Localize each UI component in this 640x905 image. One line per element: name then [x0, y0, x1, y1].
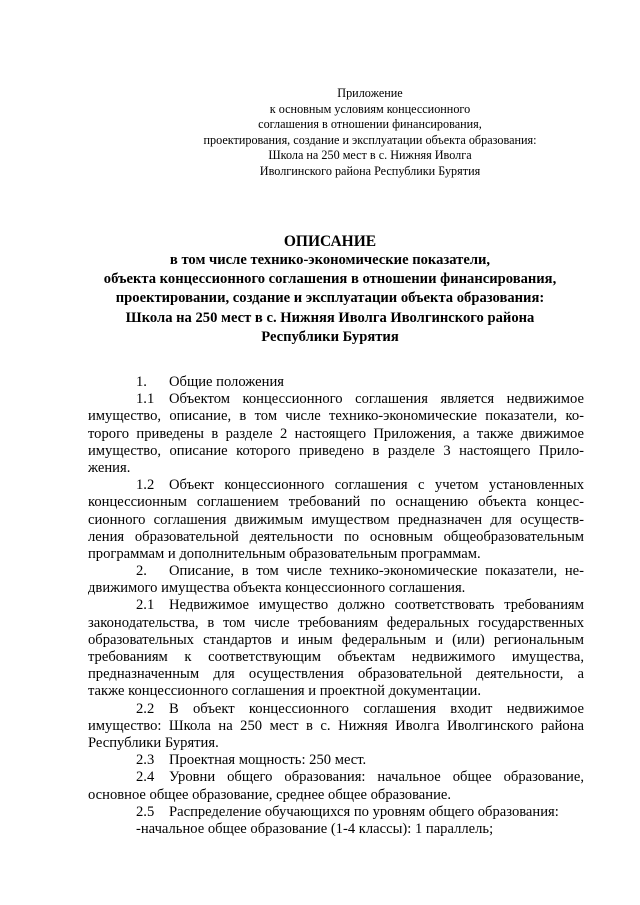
paragraph-text: Проектная мощность: 250 мест. — [169, 752, 367, 769]
appendix-line: соглашения в отношении финансирования, — [258, 117, 482, 132]
appendix-line: Иволгинского района Республики Бурятия — [259, 163, 481, 178]
paragraph-line: сионного соглашения движимым имуществом предназначен для осуществ- — [88, 511, 584, 528]
paragraph-text: Объект концессионного соглашения с учетом установленных — [169, 477, 584, 494]
title-line: в том числе технико-экономические показатели, — [169, 252, 491, 268]
appendix-line: Приложение — [337, 86, 403, 100]
document-body — [88, 374, 584, 838]
paragraph-line: требованиям к соответствующим объектам недвижимого имущества, — [88, 649, 584, 665]
title-main: ОПИСАНИЕ — [283, 233, 377, 250]
paragraph-line: ления образовательной деятельности по основным общеобразовательным — [88, 528, 584, 545]
paragraph-line — [88, 769, 584, 786]
paragraph-line: имущество, описание которого приведено в разделе 3 настоящего Прило- — [88, 442, 584, 459]
section-number: 2.4 — [136, 769, 155, 786]
paragraph-line: также концессионного соглашения и проектной документации. — [88, 683, 481, 700]
paragraph-line: предназначенным для осуществления образовательной деятельности, а — [88, 666, 584, 683]
paragraph-line: концессионным соглашением требований по оснащению объекта концес- — [88, 494, 584, 511]
list-item: -начальное общее образование (1-4 классы): 1 параллель; — [136, 820, 494, 837]
title-line: Школа на 250 мест в с. Нижняя Иволга Иволгинского района — [125, 309, 535, 326]
title-line: проектировании, создание и эксплуатации объекта образования: — [115, 290, 545, 307]
paragraph-line: основное общее образование, среднее общее образование. — [88, 786, 452, 803]
paragraph-line: образовательных стандартов и иным федеральным и (или) региональным — [88, 631, 584, 648]
paragraph-line: имущество: Школа на 250 мест в с. Нижняя Иволга Иволгинского района — [88, 717, 584, 734]
paragraph-line — [88, 752, 584, 769]
paragraph-line: законодательства, в том числе требованиям федеральных государственных — [88, 614, 584, 631]
paragraph-line — [88, 701, 584, 718]
section-number: 2. — [136, 563, 147, 580]
document-title — [60, 232, 600, 347]
section-number: 2.1 — [136, 597, 155, 614]
appendix-line: к основным условиям концессионного — [269, 101, 471, 116]
appendix-line: проектирования, создание и эксплуатации объекта образования: — [203, 132, 537, 147]
section-number: 1. — [136, 374, 147, 390]
section-heading — [88, 374, 584, 391]
section-number: 2.3 — [136, 752, 155, 769]
title-line: объекта концессионного соглашения в отношении финансирования, — [103, 271, 557, 288]
paragraph-text: Распределение обучающихся по уровням общего образования: — [169, 803, 559, 820]
paragraph-line — [88, 391, 584, 408]
section-title: Общие положения — [169, 374, 284, 390]
paragraph-line: торого приведены в разделе 2 настоящего Приложения, а также движимое — [88, 425, 584, 442]
paragraph-line — [88, 477, 584, 494]
paragraph-line: жения. — [88, 459, 131, 476]
paragraph-line: движимого имущества объекта концессионного соглашения. — [88, 580, 466, 597]
section-number: 1.1 — [136, 391, 155, 408]
paragraph-line — [88, 597, 584, 614]
paragraph-line — [88, 563, 584, 580]
paragraph-line: программам и дополнительным образовательным программам. — [88, 545, 481, 562]
paragraph-line: Республики Бурятия. — [88, 734, 219, 751]
section-number: 1.2 — [136, 477, 155, 494]
appendix-header — [170, 86, 570, 180]
section-number: 2.5 — [136, 803, 155, 820]
paragraph-text: Описание, в том числе технико-экономические показатели, не- — [169, 563, 584, 580]
section-number: 2.2 — [136, 700, 155, 717]
paragraph-text: В объект концессионного соглашения входит недвижимое — [169, 700, 584, 717]
appendix-line: Школа на 250 мест в с. Нижняя Иволга — [268, 148, 472, 163]
paragraph-text: Объектом концессионного соглашения является недвижимое — [169, 391, 584, 408]
paragraph-text: Недвижимое имущество должно соответствовать требованиям — [169, 597, 584, 614]
title-line: Республики Бурятия — [261, 328, 399, 345]
paragraph-line — [88, 804, 584, 821]
paragraph-text: Уровни общего образования: начальное общее образование, — [169, 769, 584, 786]
paragraph-line: имущество, описание, в том числе технико-экономические показатели, ко- — [88, 408, 584, 425]
